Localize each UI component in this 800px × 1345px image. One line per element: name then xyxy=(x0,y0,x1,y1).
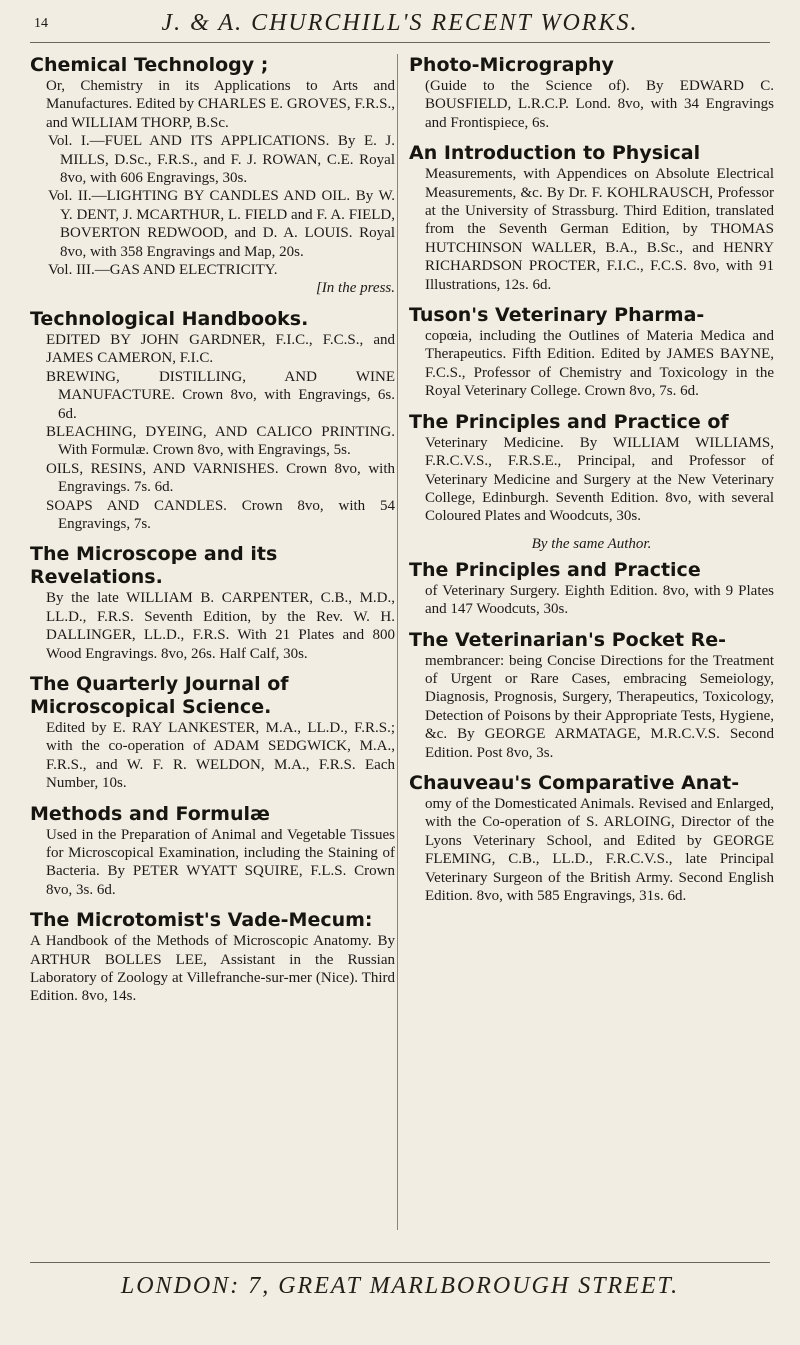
entry-physical-measurements xyxy=(409,142,774,294)
entry-title: The Microtomist's Vade-Mecum: xyxy=(30,909,373,932)
handbook-item: BLEACHING, DYEING, AND CALICO PRINTING. With Formulæ. Crown 8vo, with Engravings, 5s. xyxy=(46,423,395,459)
entry-body: Veterinary Medicine. By WILLIAM WILLIAMS, F.R.C.V.S., F.R.S.E., Principal, and Professor of Veterinary Medicine and Surgery at the New Veterinary College, Edinburgh. Seventh Edition. 8vo, with several Coloured Plates and Woodcuts, 30s. xyxy=(425,434,774,525)
volume-item: Vol. III.—GAS AND ELECTRICITY. xyxy=(48,262,278,279)
entry-title: Technological Handbooks. xyxy=(30,307,309,330)
entry-title: The Principles and Practice of xyxy=(409,410,729,433)
entry-body: membrancer: being Concise Directions for the Treatment of Urgent or Rare Cases, embracing Semeiology, Diagnosis, Prognosis, Surgery, Therapeutics, Toxicology, Detection of Poisons by their Appropriate Tests, Hygiene, &c. By GEORGE ARMATAGE, M.R.C.V.S. Second Edition. Post 8vo, 3s. xyxy=(425,652,774,761)
entry-pocket-remembrancer xyxy=(409,629,774,762)
entry-title: Photo-Micrography xyxy=(409,54,614,76)
entry-body: EDITED BY JOHN GARDNER, F.I.C., F.C.S., and JAMES CAMERON, F.I.C. xyxy=(46,331,395,367)
entry-body: A Handbook of the Methods of Microscopic Anatomy. By ARTHUR BOLLES LEE, Assistant in the Russian Laboratory of Zoology at Villefranche-sur-mer (Nice). Third Edition. 8vo, 14s. xyxy=(30,933,395,1005)
entry-microscope xyxy=(30,543,395,663)
entry-body: Measurements, with Appendices on Absolute Electrical Measurements, &c. By Dr. F. KOHLRAUSCH, Professor at the University of Strassburg. Third Edition, translated from the Seventh German Edition, by THOMAS HUTCHINSON WALLER, B.A., B.Sc., and HENRY RICHARDSON PROCTER, F.I.C., F.C.S. 8vo, with 91 Illustrations, 12s. 6d. xyxy=(425,166,774,293)
footer-address: LONDON: 7, GREAT MARLBOROUGH STREET. xyxy=(120,1273,680,1299)
in-press-note: [In the press. xyxy=(315,280,395,297)
entry-veterinary-surgery xyxy=(409,559,774,619)
handbook-item: OILS, RESINS, AND VARNISHES. Crown 8vo, with Engravings. 7s. 6d. xyxy=(46,460,395,496)
entry-technological-handbooks xyxy=(30,308,395,533)
entry-title: The Veterinarian's Pocket Re- xyxy=(409,628,727,651)
entry-chauveau-anatomy xyxy=(409,772,774,905)
entry-quarterly-journal xyxy=(30,673,395,793)
entry-body: Or, Chemistry in its Applications to Arts and Manufactures. Edited by CHARLES E. GROVES, F.R.S., and WILLIAM THORP, B.Sc. xyxy=(46,78,395,131)
entry-veterinary-medicine xyxy=(409,411,774,526)
page-header xyxy=(30,8,770,43)
page-footer xyxy=(30,1262,770,1303)
entry-body: By the late WILLIAM B. CARPENTER, C.B., M.D., LL.D., F.R.S. Seventh Edition, by the Rev. W. H. DALLINGER, LL.D., F.R.S. With 21 Plates and 800 Wood Engravings. 8vo, 26s. Half Calf, 30s. xyxy=(46,590,395,662)
entry-body: copœia, including the Outlines of Materia Medica and Therapeutics. Fifth Edition. Edited by JAMES BAYNE, F.C.S., Professor of Chemistry and Toxicology in the Royal Veterinary College. Crown 8vo, 7s. 6d. xyxy=(425,328,774,400)
entry-body: (Guide to the Science of). By EDWARD C. BOUSFIELD, L.R.C.P. Lond. 8vo, with 34 Engravings and Frontispiece, 6s. xyxy=(425,78,774,131)
column-divider xyxy=(397,54,398,1230)
running-title: J. & A. CHURCHILL'S RECENT WORKS. xyxy=(161,10,639,36)
entry-body: Used in the Preparation of Animal and Vegetable Tissues for Microscopical Examination, including the Staining of Bacteria. By PETER WYATT SQUIRE, F.L.S. Crown 8vo, 3s. 6d. xyxy=(46,826,395,898)
entry-title: Chauveau's Comparative Anat- xyxy=(409,771,740,794)
right-column xyxy=(409,54,774,915)
entry-photo-micrography xyxy=(409,54,774,132)
entry-title: The Principles and Practice xyxy=(409,558,701,581)
volume-item: Vol. I.—FUEL AND ITS APPLICATIONS. By E. J. MILLS, D.Sc., F.R.S., and F. J. ROWAN, C.E. Royal 8vo, with 606 Engravings, 30s. xyxy=(48,133,395,187)
entry-microtomist xyxy=(30,909,395,1006)
entry-title: An Introduction to Physical xyxy=(409,142,701,165)
entry-title: The Microscope and its Revelations. xyxy=(30,543,278,589)
entry-title: Chemical Technology ; xyxy=(30,54,269,76)
entry-tuson-pharmacopoeia xyxy=(409,304,774,401)
entry-title: The Quarterly Journal of Microscopical Science. xyxy=(30,672,289,718)
entry-body: of Veterinary Surgery. Eighth Edition. 8vo, with 9 Plates and 147 Woodcuts, 30s. xyxy=(425,582,774,618)
entry-body: omy of the Domesticated Animals. Revised and Enlarged, with the Co-operation of S. ARLOING, Director of the Lyons Veterinary School, and Edited by GEORGE FLEMING, C.B., LL.D., F.R.C.V.S., late Principal Veterinary Surgeon of the British Army. Second English Edition. 8vo, with 585 Engravings, 31s. 6d. xyxy=(425,795,774,904)
page-number: 14 xyxy=(34,16,48,31)
entry-chemical-technology xyxy=(30,54,395,298)
entry-methods-formulae xyxy=(30,803,395,900)
volume-item: Vol. II.—LIGHTING BY CANDLES AND OIL. By W. Y. DENT, J. MCARTHUR, L. FIELD and F. A. FIELD, BOVERTON REDWOOD, and D. A. LOUIS. Royal 8vo, with 358 Engravings and Map, 20s. xyxy=(48,188,395,260)
handbook-item: BREWING, DISTILLING, AND WINE MANUFACTURE. Crown 8vo, with Engravings, 6s. 6d. xyxy=(46,368,395,422)
same-author-note: By the same Author. xyxy=(531,535,652,552)
entry-title: Methods and Formulæ xyxy=(30,802,270,825)
entry-title: Tuson's Veterinary Pharma- xyxy=(409,304,705,327)
handbook-item: SOAPS AND CANDLES. Crown 8vo, with 54 Engravings, 7s. xyxy=(46,497,395,532)
entry-body: Edited by E. RAY LANKESTER, M.A., LL.D., F.R.S.; with the co-operation of ADAM SEDGWICK, M.A., F.R.S., and W. F. R. WELDON, M.A., F.R.S. Each Number, 10s. xyxy=(46,719,395,792)
left-column xyxy=(30,54,395,1016)
